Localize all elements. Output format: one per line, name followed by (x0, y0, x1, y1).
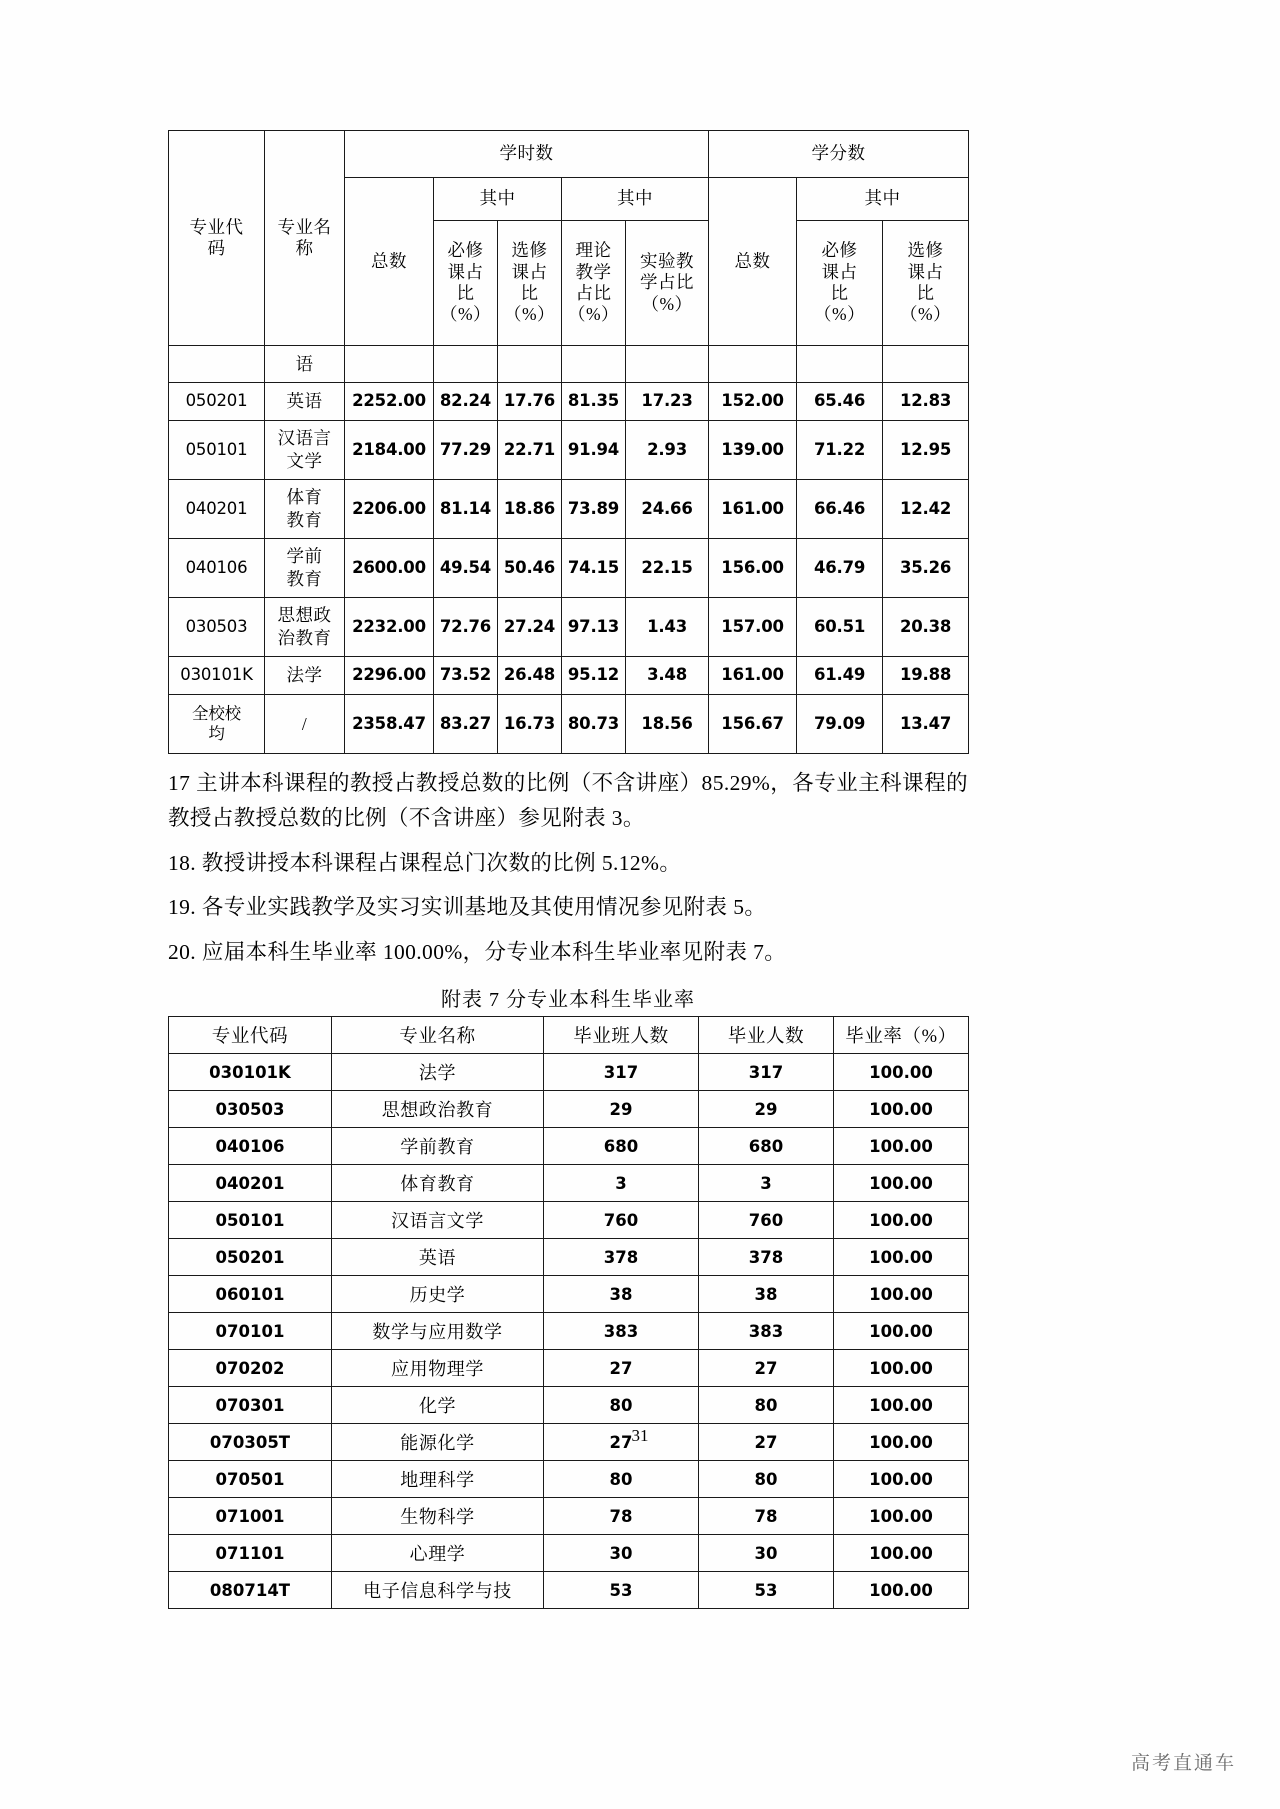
htr-l4: （%） (567, 304, 620, 325)
cell-grad-rate: 100.00 (834, 1498, 969, 1535)
cell-experiment-ratio: 2.93 (626, 421, 709, 480)
cell-major-code: 070305T (169, 1424, 332, 1461)
cell-experiment-ratio: 18.56 (626, 695, 709, 754)
cell-credits-elective-ratio: 12.95 (883, 421, 969, 480)
her-l1: 选修 (511, 240, 548, 261)
cell-hours-required-ratio (434, 346, 498, 383)
cell-theory-ratio: 97.13 (562, 598, 626, 657)
cell-credits-total (709, 346, 797, 383)
cell-credits-elective-ratio (883, 346, 969, 383)
cell-grad-rate: 100.00 (834, 1350, 969, 1387)
cell-hours-elective-ratio: 26.48 (498, 657, 562, 695)
table2-col-header-3: 毕业人数 (699, 1017, 834, 1054)
cell-grad-count: 80 (699, 1387, 834, 1424)
hrr-l4: （%） (439, 304, 492, 325)
cell-hours-total: 2358.47 (345, 695, 434, 754)
cell-major-code: 030503 (169, 1091, 332, 1128)
crr-l4: （%） (814, 304, 866, 325)
cell-major-name: 数学与应用数学 (332, 1313, 544, 1350)
cell-hours-total: 2232.00 (345, 598, 434, 657)
cell-grad-count: 29 (699, 1091, 834, 1128)
cell-grad-class-count: 760 (544, 1202, 699, 1239)
table2-body (169, 1054, 969, 1609)
cell-grad-class-count: 80 (544, 1461, 699, 1498)
cell-grad-rate: 100.00 (834, 1165, 969, 1202)
cell-major-name: 体育教育 (332, 1165, 544, 1202)
table2-row (169, 1498, 969, 1535)
hrr-l3: 比 (456, 283, 475, 303)
cell-major-code: 030503 (169, 598, 265, 657)
cell-credits-total: 161.00 (709, 480, 797, 539)
cell-hours-required-ratio: 72.76 (434, 598, 498, 657)
cell-experiment-ratio (626, 346, 709, 383)
table2-row (169, 1239, 969, 1276)
cell-grad-class-count: 317 (544, 1054, 699, 1091)
table2-row (169, 1091, 969, 1128)
cell-grad-count: 3 (699, 1165, 834, 1202)
cell-major-name: 法学 (332, 1054, 544, 1091)
table2-row (169, 1054, 969, 1091)
cell-major-name: 思想政 治教育 (265, 598, 345, 657)
cell-major-name: 能源化学 (332, 1424, 544, 1461)
cell-major-name: 应用物理学 (332, 1350, 544, 1387)
cer-l1: 选修 (907, 240, 944, 261)
cell-major-name: 体育 教育 (265, 480, 345, 539)
cell-credits-total: 156.67 (709, 695, 797, 754)
cell-grad-count: 38 (699, 1276, 834, 1313)
cell-major-name: 学前 教育 (265, 539, 345, 598)
cell-major-name: 地理科学 (332, 1461, 544, 1498)
hrr-l1: 必修 (447, 240, 484, 261)
cell-major-code: 070101 (169, 1313, 332, 1350)
cell-grad-rate: 100.00 (834, 1313, 969, 1350)
header-credits-among: 其中 (797, 178, 969, 221)
cell-theory-ratio: 74.15 (562, 539, 626, 598)
cell-grad-rate: 100.00 (834, 1387, 969, 1424)
cell-grad-count: 53 (699, 1572, 834, 1609)
hxr-l2: 学占比 (640, 272, 695, 293)
cell-grad-count: 80 (699, 1461, 834, 1498)
crr-l2: 课占 (821, 261, 858, 282)
cell-major-code: 071001 (169, 1498, 332, 1535)
cell-theory-ratio: 81.35 (562, 383, 626, 421)
cell-major-name: 心理学 (332, 1535, 544, 1572)
header-credits-total: 总数 (709, 178, 797, 346)
cell-grad-class-count: 80 (544, 1387, 699, 1424)
cell-major-code: 040201 (169, 480, 265, 539)
table2-row (169, 1165, 969, 1202)
cell-credits-total: 157.00 (709, 598, 797, 657)
cell-credits-required-ratio: 65.46 (797, 383, 883, 421)
cell-hours-elective-ratio: 22.71 (498, 421, 562, 480)
cell-grad-count: 78 (699, 1498, 834, 1535)
header-hours-total: 总数 (345, 178, 434, 346)
header-hours-among-2: 其中 (562, 178, 709, 221)
header-hours-required-ratio (434, 221, 498, 346)
header-experiment-ratio (626, 221, 709, 346)
cell-major-code (169, 346, 265, 383)
cell-grad-class-count: 30 (544, 1535, 699, 1572)
cell-grad-class-count: 378 (544, 1239, 699, 1276)
cell-major-name: 法学 (265, 657, 345, 695)
cell-hours-required-ratio: 49.54 (434, 539, 498, 598)
her-l3: 比 (520, 283, 539, 303)
cell-credits-required-ratio: 61.49 (797, 657, 883, 695)
cell-major-name: 英语 (332, 1239, 544, 1276)
header-credits-elective-ratio (883, 221, 969, 346)
cell-grad-rate: 100.00 (834, 1535, 969, 1572)
header-major-code-line2: 码 (207, 238, 226, 258)
cell-major-code: 030101K (169, 657, 265, 695)
watermark-text: 高考直通车 (1130, 1753, 1236, 1774)
cell-grad-count: 760 (699, 1202, 834, 1239)
cell-hours-required-ratio: 77.29 (434, 421, 498, 480)
cell-grad-class-count: 383 (544, 1313, 699, 1350)
cer-l4: （%） (900, 304, 952, 325)
table2-row (169, 1461, 969, 1498)
cell-hours-elective-ratio: 27.24 (498, 598, 562, 657)
cell-grad-count: 317 (699, 1054, 834, 1091)
cell-grad-class-count: 27 (544, 1350, 699, 1387)
header-credits-required-ratio (797, 221, 883, 346)
hxr-l1: 实验教 (640, 250, 695, 271)
cell-major-name: 思想政治教育 (332, 1091, 544, 1128)
cell-grad-rate: 100.00 (834, 1202, 969, 1239)
cell-grad-class-count: 78 (544, 1498, 699, 1535)
header-hours-among-1: 其中 (434, 178, 562, 221)
graduation-rate-table (168, 1016, 969, 1609)
hxr-l3: （%） (641, 293, 693, 314)
paragraph-18: 18. 教授讲授本科课程占课程总门次数的比例 5.12%。 (168, 850, 682, 875)
table2-row (169, 1350, 969, 1387)
header-major-code (169, 131, 265, 346)
cell-grad-count: 383 (699, 1313, 834, 1350)
header-hours-group: 学时数 (345, 131, 709, 178)
table2-col-header-0: 专业代码 (169, 1017, 332, 1054)
cell-hours-required-ratio: 81.14 (434, 480, 498, 539)
cell-grad-class-count: 29 (544, 1091, 699, 1128)
header-theory-ratio (562, 221, 626, 346)
cell-hours-elective-ratio: 16.73 (498, 695, 562, 754)
cell-theory-ratio: 80.73 (562, 695, 626, 754)
cell-major-code: 040106 (169, 1128, 332, 1165)
table2-row (169, 1202, 969, 1239)
header-major-code-line1: 专业代 (189, 216, 244, 237)
cell-major-code: 080714T (169, 1572, 332, 1609)
cell-grad-rate: 100.00 (834, 1424, 969, 1461)
cell-hours-total: 2600.00 (345, 539, 434, 598)
cell-theory-ratio: 91.94 (562, 421, 626, 480)
cell-major-code: 050201 (169, 1239, 332, 1276)
cell-credits-elective-ratio: 12.83 (883, 383, 969, 421)
table2-col-header-2: 毕业班人数 (544, 1017, 699, 1054)
table1-header-row-1 (169, 131, 969, 178)
table1-row (169, 480, 969, 539)
cell-grad-rate: 100.00 (834, 1128, 969, 1165)
cell-major-name: 化学 (332, 1387, 544, 1424)
cell-major-code: 050101 (169, 1202, 332, 1239)
cell-credits-required-ratio: 79.09 (797, 695, 883, 754)
cell-major-name: 历史学 (332, 1276, 544, 1313)
cell-major-name: 汉语言 文学 (265, 421, 345, 480)
table2-row (169, 1128, 969, 1165)
cell-theory-ratio (562, 346, 626, 383)
header-major-name-line2: 称 (295, 238, 314, 258)
cell-grad-class-count: 38 (544, 1276, 699, 1313)
cer-l3: 比 (916, 283, 935, 303)
header-major-name (265, 131, 345, 346)
page-content (168, 0, 968, 1609)
header-credits-group: 学分数 (709, 131, 969, 178)
cell-hours-required-ratio: 73.52 (434, 657, 498, 695)
htr-l3: 占比 (575, 283, 612, 303)
cell-grad-rate: 100.00 (834, 1239, 969, 1276)
cell-credits-total: 139.00 (709, 421, 797, 480)
cell-credits-elective-ratio: 13.47 (883, 695, 969, 754)
cell-grad-rate: 100.00 (834, 1054, 969, 1091)
cell-credits-elective-ratio: 19.88 (883, 657, 969, 695)
cell-credits-elective-ratio: 20.38 (883, 598, 969, 657)
table2-col-header-4: 毕业率（%） (834, 1017, 969, 1054)
her-l4: （%） (503, 304, 556, 325)
cell-hours-elective-ratio (498, 346, 562, 383)
table2-row (169, 1535, 969, 1572)
cell-credits-required-ratio: 66.46 (797, 480, 883, 539)
cell-major-code: 040201 (169, 1165, 332, 1202)
cell-major-code: 060101 (169, 1276, 332, 1313)
header-major-name-line1: 专业名 (277, 216, 332, 237)
her-l2: 课占 (511, 261, 548, 282)
cell-major-code: 050101 (169, 421, 265, 480)
curriculum-hours-credits-table (168, 130, 969, 754)
cell-credits-required-ratio: 71.22 (797, 421, 883, 480)
table2-caption: 附表 7 分专业本科生毕业率 (441, 989, 695, 1012)
paragraph-17: 17 主讲本科课程的教授占教授总数的比例（不含讲座）85.29%，各专业主科课程的教授占教授总数的比例（不含讲座）参见附表 3。 (168, 771, 968, 830)
cell-hours-required-ratio: 83.27 (434, 695, 498, 754)
cell-major-code: 040106 (169, 539, 265, 598)
table2-row (169, 1313, 969, 1350)
cell-hours-total: 2296.00 (345, 657, 434, 695)
cell-credits-required-ratio: 60.51 (797, 598, 883, 657)
cell-grad-class-count: 53 (544, 1572, 699, 1609)
table2-header-row (169, 1017, 969, 1054)
cell-credits-required-ratio (797, 346, 883, 383)
cell-credits-total: 152.00 (709, 383, 797, 421)
table1-row (169, 598, 969, 657)
crr-l3: 比 (830, 283, 849, 303)
hrr-l2: 课占 (447, 261, 484, 282)
table2-row (169, 1387, 969, 1424)
cell-experiment-ratio: 22.15 (626, 539, 709, 598)
cell-experiment-ratio: 3.48 (626, 657, 709, 695)
table1-body (169, 346, 969, 754)
table1-row (169, 421, 969, 480)
cell-grad-count: 378 (699, 1239, 834, 1276)
cell-major-code: 070202 (169, 1350, 332, 1387)
cell-major-code: 030101K (169, 1054, 332, 1091)
cell-theory-ratio: 95.12 (562, 657, 626, 695)
header-hours-elective-ratio (498, 221, 562, 346)
cell-grad-rate: 100.00 (834, 1461, 969, 1498)
cell-major-code: 070501 (169, 1461, 332, 1498)
table1-row (169, 695, 969, 754)
cell-major-code: 全校校 均 (169, 695, 265, 754)
cell-hours-total: 2184.00 (345, 421, 434, 480)
cell-experiment-ratio: 24.66 (626, 480, 709, 539)
table1-row (169, 539, 969, 598)
cell-major-name: 电子信息科学与技 (332, 1572, 544, 1609)
cell-grad-class-count: 680 (544, 1128, 699, 1165)
cell-hours-total: 2206.00 (345, 480, 434, 539)
crr-l1: 必修 (821, 240, 858, 261)
table1-row (169, 383, 969, 421)
cell-hours-elective-ratio: 18.86 (498, 480, 562, 539)
cell-experiment-ratio: 17.23 (626, 383, 709, 421)
cell-grad-rate: 100.00 (834, 1572, 969, 1609)
paragraph-20: 20. 应届本科生毕业率 100.00%，分专业本科生毕业率见附表 7。 (168, 940, 787, 965)
table2-col-header-1: 专业名称 (332, 1017, 544, 1054)
htr-l2: 教学 (575, 261, 612, 282)
cell-major-code: 050201 (169, 383, 265, 421)
cer-l2: 课占 (907, 261, 944, 282)
cell-major-code: 070301 (169, 1387, 332, 1424)
cell-grad-count: 30 (699, 1535, 834, 1572)
cell-credits-total: 161.00 (709, 657, 797, 695)
cell-major-name: 汉语言文学 (332, 1202, 544, 1239)
table1-row (169, 657, 969, 695)
cell-credits-total: 156.00 (709, 539, 797, 598)
page-number: 31 (631, 1426, 649, 1445)
cell-hours-elective-ratio: 50.46 (498, 539, 562, 598)
cell-grad-class-count: 3 (544, 1165, 699, 1202)
cell-grad-count: 27 (699, 1424, 834, 1461)
cell-grad-rate: 100.00 (834, 1276, 969, 1313)
cell-major-name: / (265, 695, 345, 754)
cell-hours-required-ratio: 82.24 (434, 383, 498, 421)
cell-hours-elective-ratio: 17.76 (498, 383, 562, 421)
paragraph-19: 19. 各专业实践教学及实习实训基地及其使用情况参见附表 5。 (168, 895, 767, 920)
table2-row (169, 1276, 969, 1313)
cell-experiment-ratio: 1.43 (626, 598, 709, 657)
cell-grad-count: 27 (699, 1350, 834, 1387)
cell-grad-count: 680 (699, 1128, 834, 1165)
cell-hours-total (345, 346, 434, 383)
table2-row (169, 1572, 969, 1609)
cell-credits-required-ratio: 46.79 (797, 539, 883, 598)
cell-grad-rate: 100.00 (834, 1091, 969, 1128)
cell-major-name: 学前教育 (332, 1128, 544, 1165)
cell-credits-elective-ratio: 35.26 (883, 539, 969, 598)
cell-major-code: 071101 (169, 1535, 332, 1572)
cell-major-name: 生物科学 (332, 1498, 544, 1535)
cell-credits-elective-ratio: 12.42 (883, 480, 969, 539)
htr-l1: 理论 (575, 240, 612, 261)
cell-grad-class-count: 27 (544, 1424, 699, 1461)
cell-theory-ratio: 73.89 (562, 480, 626, 539)
table1-row (169, 346, 969, 383)
cell-major-name: 语 (265, 346, 345, 383)
cell-hours-total: 2252.00 (345, 383, 434, 421)
cell-major-name: 英语 (265, 383, 345, 421)
